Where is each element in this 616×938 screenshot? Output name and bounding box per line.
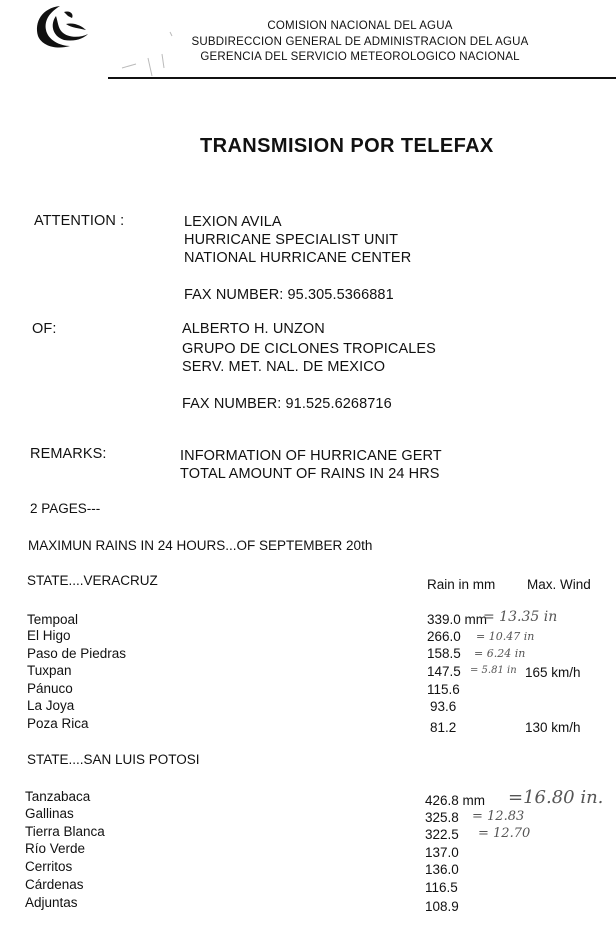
place-name: El Higo [27,628,71,643]
attention-line-1: LEXION AVILA [184,214,282,230]
rain-value: 426.8 mm [425,793,486,808]
remarks-line-2: TOTAL AMOUNT OF RAINS IN 24 HRS [180,466,440,482]
rain-value: 93.6 [430,699,457,714]
rain-value: 147.5 [427,664,461,679]
wind-value: 165 km/h [525,665,581,680]
wind-value: 130 km/h [525,720,581,735]
handwritten-note: = 13.35 in [483,609,558,625]
header-line-1: COMISION NACIONAL DEL AGUA [267,20,453,32]
place-name: Paso de Piedras [27,646,127,661]
place-name: Tanzabaca [25,789,91,804]
remarks-label: REMARKS: [30,446,107,462]
attention-line-3: NATIONAL HURRICANE CENTER [184,250,412,266]
of-line-3: SERV. MET. NAL. DE MEXICO [182,359,386,375]
place-name: Cerritos [25,859,73,874]
handwritten-note: = 12.70 [478,826,531,841]
place-name: Tierra Blanca [25,824,105,839]
of-line-1: ALBERTO H. UNZON [182,321,325,337]
header-line-3: GERENCIA DEL SERVICIO METEOROLOGICO NACIONAL [200,51,520,63]
rain-value: 115.6 [427,682,460,697]
handwritten-note: = 5.81 in [470,665,517,676]
rain-value: 116.5 [425,880,458,895]
handwritten-note: = 6.24 in [474,647,526,660]
maximum-heading: MAXIMUN RAINS IN 24 HOURS...OF SEPTEMBER 20th [28,538,373,553]
place-name: Tuxpan [27,663,72,678]
rain-value: 325.8 [425,810,459,825]
place-name: Pánuco [27,681,73,696]
state-san-luis-potosi: STATE....SAN LUIS POTOSI [27,752,200,767]
handwritten-note: =16.80 in. [508,787,604,808]
handwritten-note: = 12.83 [472,809,525,824]
place-name: Tempoal [27,612,79,627]
rain-value: 137.0 [425,845,459,860]
rain-value: 108.9 [425,899,459,914]
remarks-line-1: INFORMATION OF HURRICANE GERT [180,448,442,464]
pages-count: 2 PAGES--- [30,501,101,516]
column-wind: Max. Wind [527,577,591,592]
place-name: Gallinas [25,806,74,821]
of-label: OF: [32,321,57,337]
place-name: Cárdenas [25,877,84,892]
page-title: TRANSMISION POR TELEFAX [200,135,494,157]
header-line-2: SUBDIRECCION GENERAL DE ADMINISTRACION DEL AGUA [191,36,529,48]
rain-value: 81.2 [430,720,457,735]
of-fax: FAX NUMBER: 91.525.6268716 [182,396,392,412]
place-name: Río Verde [25,841,86,856]
rain-value: 322.5 [425,827,459,842]
attention-label: ATTENTION : [34,213,125,229]
attention-fax: FAX NUMBER: 95.305.5366881 [184,287,394,303]
handwritten-note: = 10.47 in [476,630,535,643]
rain-value: 339.0 mm [427,612,488,627]
attention-line-2: HURRICANE SPECIALIST UNIT [184,232,399,248]
place-name: Adjuntas [25,895,78,910]
column-rain: Rain in mm [427,577,496,592]
header-rule [108,77,616,79]
of-line-2: GRUPO DE CICLONES TROPICALES [182,341,436,357]
state-veracruz: STATE....VERACRUZ [27,573,158,588]
rain-value: 136.0 [425,862,459,877]
rain-value: 158.5 [427,646,461,661]
place-name: La Joya [27,698,75,713]
rain-value: 266.0 [427,629,461,644]
place-name: Poza Rica [27,716,89,731]
